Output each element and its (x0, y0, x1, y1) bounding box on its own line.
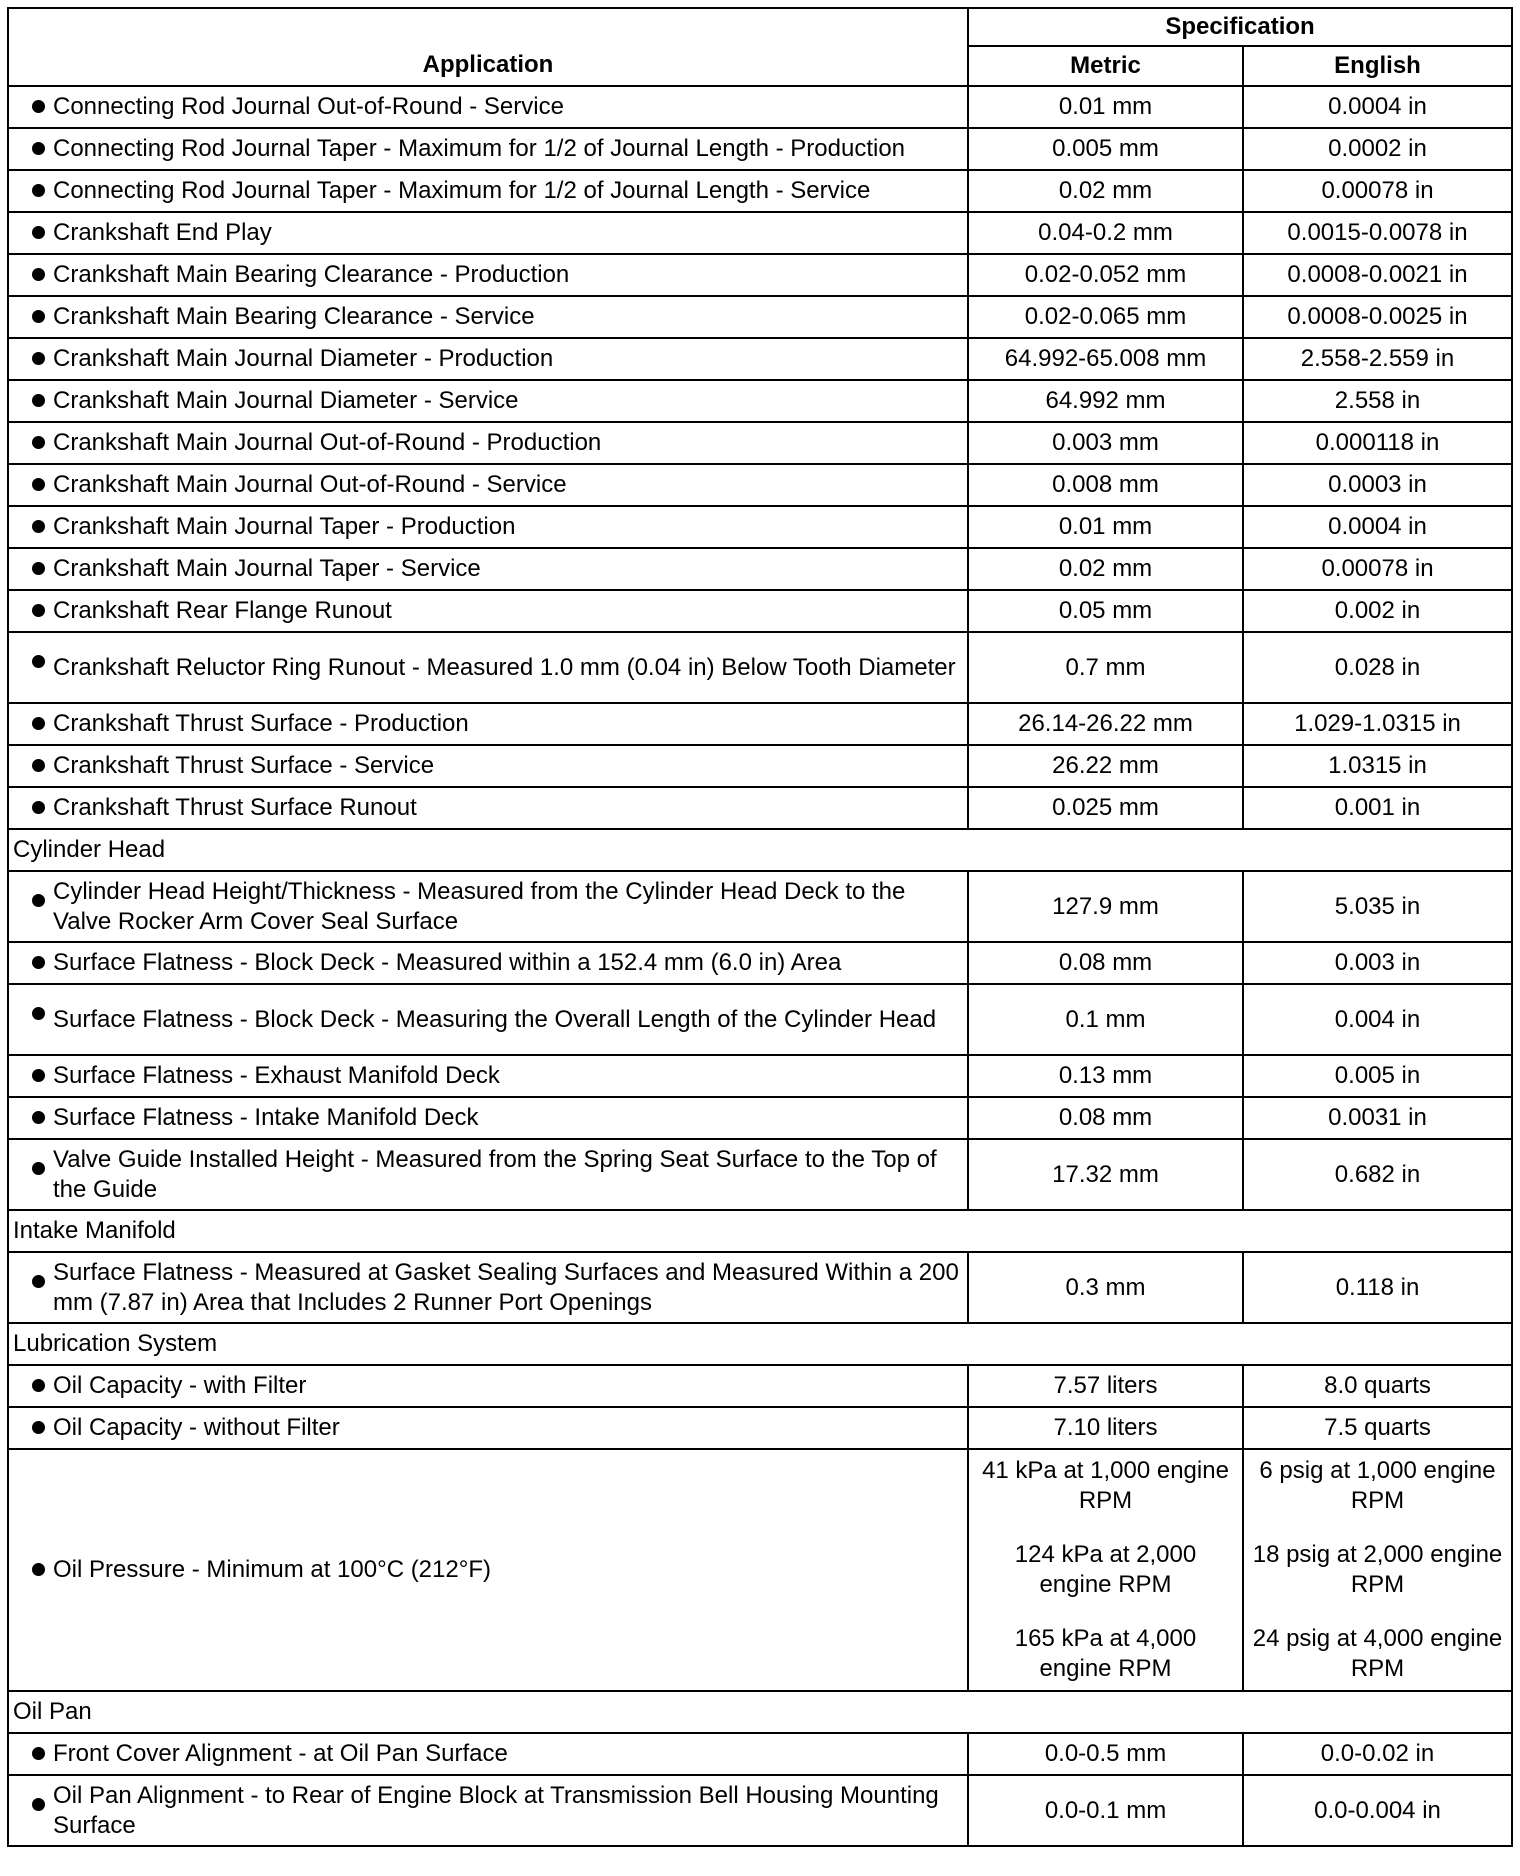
metric-value: 0.02 mm (968, 170, 1243, 212)
table-row (8, 745, 1512, 787)
metric-value: 0.02 mm (968, 548, 1243, 590)
application-text: Crankshaft Reluctor Ring Runout - Measured 1.0 mm (0.04 in) Below Tooth Diameter (53, 653, 956, 681)
table-row (8, 170, 1512, 212)
bullet-icon (32, 759, 45, 772)
bullet-icon (32, 520, 45, 533)
metric-line: 165 kPa at 4,000 engine RPM (1014, 1625, 1197, 1682)
english-value: 0.0004 in (1243, 506, 1512, 548)
metric-value: 0.13 mm (968, 1055, 1243, 1097)
table-row (8, 212, 1512, 254)
bullet-icon (32, 100, 45, 113)
metric-value: 0.04-0.2 mm (968, 212, 1243, 254)
metric-value (968, 1449, 1243, 1691)
bullet-icon (32, 956, 45, 969)
metric-value: 0.01 mm (968, 86, 1243, 128)
bullet-icon (32, 1798, 45, 1811)
application-text: Surface Flatness - Block Deck - Measuring the Overall Length of the Cylinder Head (53, 1005, 937, 1033)
english-line: 24 psig at 4,000 engine RPM (1252, 1625, 1503, 1682)
bullet-icon (32, 1379, 45, 1392)
english-value: 2.558 in (1243, 380, 1512, 422)
metric-value: 0.01 mm (968, 506, 1243, 548)
bullet-icon (32, 1007, 45, 1020)
table-row (8, 871, 1512, 942)
metric-line: 124 kPa at 2,000 engine RPM (1014, 1541, 1197, 1598)
application-text: Crankshaft Main Journal Out-of-Round - Service (53, 471, 567, 498)
table-row (8, 86, 1512, 128)
application-text: Surface Flatness - Measured at Gasket Sealing Surfaces and Measured Within a 200 mm (7.87 in) Area that Includes 2 Runner Port Openings (53, 1258, 959, 1316)
table-row (8, 1097, 1512, 1139)
application-text: Crankshaft Main Bearing Clearance - Service (53, 303, 535, 330)
table-row (8, 128, 1512, 170)
application-text: Oil Pan Alignment - to Rear of Engine Block at Transmission Bell Housing Mounting Surface (53, 1781, 939, 1839)
application-text: Connecting Rod Journal Taper - Maximum for 1/2 of Journal Length - Production (53, 135, 906, 162)
section-row-cylinder-head (8, 829, 1512, 871)
application-text: Cylinder Head Height/Thickness - Measured from the Cylinder Head Deck to the Valve Rocker Arm Cover Seal Surface (53, 877, 906, 935)
metric-value: 0.025 mm (968, 787, 1243, 829)
bullet-icon (32, 394, 45, 407)
section-title: Cylinder Head (8, 829, 1512, 871)
application-text: Crankshaft Main Journal Diameter - Production (53, 345, 554, 372)
bullet-icon (32, 310, 45, 323)
table-row (8, 1733, 1512, 1775)
application-text: Crankshaft Main Journal Diameter - Service (53, 387, 519, 414)
metric-value: 0.008 mm (968, 464, 1243, 506)
application-text: Oil Pressure - Minimum at 100°C (212°F) (53, 1556, 491, 1583)
section-title: Lubrication System (8, 1323, 1512, 1365)
bullet-icon (32, 1275, 45, 1288)
english-value: 0.0008-0.0025 in (1243, 296, 1512, 338)
table-row (8, 942, 1512, 984)
application-text: Surface Flatness - Block Deck - Measured within a 152.4 mm (6.0 in) Area (53, 949, 842, 976)
application-text: Surface Flatness - Exhaust Manifold Deck (53, 1062, 500, 1089)
table-row (8, 590, 1512, 632)
bullet-icon (32, 1421, 45, 1434)
table-row (8, 380, 1512, 422)
metric-value: 7.57 liters (968, 1365, 1243, 1407)
english-value: 0.004 in (1243, 984, 1512, 1055)
bullet-icon (32, 436, 45, 449)
english-value: 0.00078 in (1243, 170, 1512, 212)
english-value: 8.0 quarts (1243, 1365, 1512, 1407)
english-value: 0.028 in (1243, 632, 1512, 703)
table-row (8, 338, 1512, 380)
metric-value: 0.7 mm (968, 632, 1243, 703)
bullet-icon (32, 604, 45, 617)
bullet-icon (32, 226, 45, 239)
english-value: 2.558-2.559 in (1243, 338, 1512, 380)
english-value: 0.0015-0.0078 in (1243, 212, 1512, 254)
section-title: Intake Manifold (8, 1210, 1512, 1252)
bullet-icon (32, 1111, 45, 1124)
section-row-oil-pan (8, 1691, 1512, 1733)
bullet-icon (32, 1747, 45, 1760)
metric-value: 0.05 mm (968, 590, 1243, 632)
application-text: Valve Guide Installed Height - Measured from the Spring Seat Surface to the Top of the Guide (53, 1145, 937, 1203)
spec-table-container (7, 7, 1513, 1847)
table-row (8, 632, 1512, 703)
table-row (8, 548, 1512, 590)
table-row (8, 254, 1512, 296)
metric-value: 0.0-0.5 mm (968, 1733, 1243, 1775)
table-row (8, 296, 1512, 338)
application-text: Connecting Rod Journal Out-of-Round - Service (53, 93, 564, 120)
english-value: 0.0-0.02 in (1243, 1733, 1512, 1775)
english-value: 0.003 in (1243, 942, 1512, 984)
english-value: 0.002 in (1243, 590, 1512, 632)
english-value: 0.118 in (1243, 1252, 1512, 1323)
table-row-oil-pressure (8, 1449, 1512, 1691)
english-value: 0.0-0.004 in (1243, 1775, 1512, 1846)
english-value: 0.00078 in (1243, 548, 1512, 590)
table-row (8, 1139, 1512, 1210)
bullet-icon (32, 478, 45, 491)
english-value: 1.0315 in (1243, 745, 1512, 787)
application-text: Surface Flatness - Intake Manifold Deck (53, 1104, 479, 1131)
section-row-lubrication-system (8, 1323, 1512, 1365)
bullet-icon (32, 562, 45, 575)
table-row (8, 1365, 1512, 1407)
english-value: 0.000118 in (1243, 422, 1512, 464)
bullet-icon (32, 655, 45, 668)
header-specification: Specification (968, 8, 1512, 46)
application-text: Crankshaft Rear Flange Runout (53, 597, 392, 624)
application-text: Oil Capacity - without Filter (53, 1414, 340, 1441)
table-row (8, 422, 1512, 464)
metric-value: 0.3 mm (968, 1252, 1243, 1323)
english-value: 0.0003 in (1243, 464, 1512, 506)
english-value: 0.005 in (1243, 1055, 1512, 1097)
specification-table (7, 7, 1513, 1847)
header-metric: Metric (968, 46, 1243, 86)
application-text: Connecting Rod Journal Taper - Maximum for 1/2 of Journal Length - Service (53, 177, 871, 204)
bullet-icon (32, 1069, 45, 1082)
metric-value: 0.005 mm (968, 128, 1243, 170)
metric-value: 0.08 mm (968, 942, 1243, 984)
english-value: 0.0008-0.0021 in (1243, 254, 1512, 296)
english-value: 0.682 in (1243, 1139, 1512, 1210)
section-row-intake-manifold (8, 1210, 1512, 1252)
table-row (8, 1055, 1512, 1097)
metric-value: 7.10 liters (968, 1407, 1243, 1449)
metric-value: 64.992-65.008 mm (968, 338, 1243, 380)
application-text: Crankshaft Thrust Surface - Service (53, 752, 435, 779)
metric-value: 127.9 mm (968, 871, 1243, 942)
header-english: English (1243, 46, 1512, 86)
application-text: Crankshaft Main Journal Out-of-Round - Production (53, 429, 602, 456)
english-value (1243, 1449, 1512, 1691)
table-row (8, 1407, 1512, 1449)
bullet-icon (32, 1563, 45, 1576)
metric-value: 0.1 mm (968, 984, 1243, 1055)
table-row (8, 1252, 1512, 1323)
application-text: Crankshaft Thrust Surface Runout (53, 794, 417, 821)
section-title: Oil Pan (8, 1691, 1512, 1733)
metric-value: 64.992 mm (968, 380, 1243, 422)
application-text: Crankshaft Main Bearing Clearance - Production (53, 261, 570, 288)
english-value: 0.0031 in (1243, 1097, 1512, 1139)
bullet-icon (32, 894, 45, 907)
application-text: Front Cover Alignment - at Oil Pan Surface (53, 1740, 508, 1767)
table-row (8, 506, 1512, 548)
bullet-icon (32, 352, 45, 365)
metric-value: 0.08 mm (968, 1097, 1243, 1139)
bullet-icon (32, 1162, 45, 1175)
english-value: 0.001 in (1243, 787, 1512, 829)
table-row (8, 703, 1512, 745)
table-row (8, 787, 1512, 829)
bullet-icon (32, 184, 45, 197)
english-value: 1.029-1.0315 in (1243, 703, 1512, 745)
metric-value: 26.22 mm (968, 745, 1243, 787)
application-text: Oil Capacity - with Filter (53, 1372, 307, 1399)
metric-value: 0.003 mm (968, 422, 1243, 464)
metric-line: 41 kPa at 1,000 engine RPM (982, 1457, 1229, 1514)
application-text: Crankshaft Main Journal Taper - Production (53, 513, 516, 540)
metric-value: 26.14-26.22 mm (968, 703, 1243, 745)
table-row (8, 984, 1512, 1055)
english-line: 18 psig at 2,000 engine RPM (1252, 1541, 1503, 1598)
english-line: 6 psig at 1,000 engine RPM (1259, 1457, 1496, 1514)
application-text: Crankshaft Main Journal Taper - Service (53, 555, 481, 582)
metric-value: 0.0-0.1 mm (968, 1775, 1243, 1846)
application-text: Crankshaft End Play (53, 219, 272, 246)
bullet-icon (32, 801, 45, 814)
bullet-icon (32, 717, 45, 730)
table-row (8, 464, 1512, 506)
english-value: 5.035 in (1243, 871, 1512, 942)
english-value: 0.0004 in (1243, 86, 1512, 128)
english-value: 0.0002 in (1243, 128, 1512, 170)
metric-value: 17.32 mm (968, 1139, 1243, 1210)
header-application: Application (8, 8, 968, 86)
metric-value: 0.02-0.065 mm (968, 296, 1243, 338)
bullet-icon (32, 268, 45, 281)
metric-value: 0.02-0.052 mm (968, 254, 1243, 296)
english-value: 7.5 quarts (1243, 1407, 1512, 1449)
bullet-icon (32, 142, 45, 155)
application-text: Crankshaft Thrust Surface - Production (53, 710, 469, 737)
table-row (8, 1775, 1512, 1846)
